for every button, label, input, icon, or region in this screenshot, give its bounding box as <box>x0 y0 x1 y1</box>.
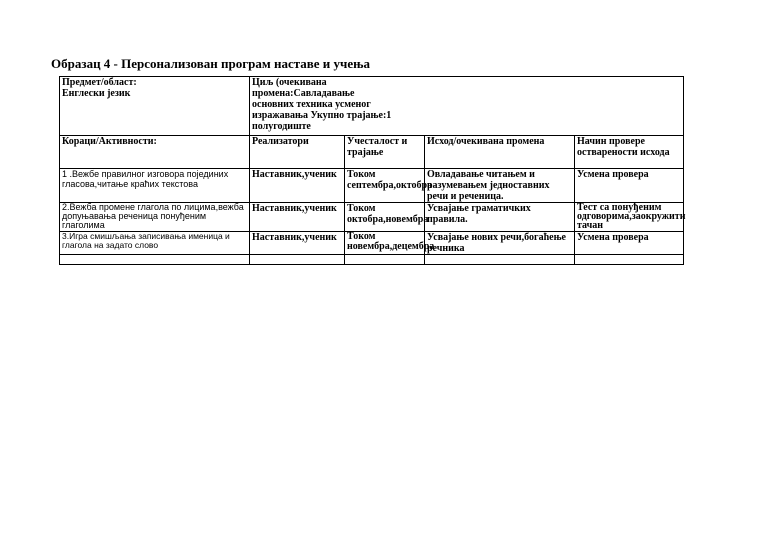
header-outcome: Исход/очекивана промена <box>425 136 575 169</box>
frequency-cell: Током септембра,октобра <box>345 169 425 203</box>
subject-cell <box>60 77 250 136</box>
activity-cell: 1 .Вежбе правилног изговора појединих гласова,читање краћих текстова <box>60 169 250 203</box>
goal-line: полугодиште <box>252 121 311 132</box>
empty-cell <box>575 255 684 265</box>
empty-cell <box>425 255 575 265</box>
verification-cell: Усмена провера <box>575 232 684 255</box>
implementers-cell: Наставник,ученик <box>250 203 345 232</box>
outcome-cell: Усвајање нових речи,богаћење речника <box>425 232 575 255</box>
empty-cell <box>250 255 345 265</box>
header-verification: Начин провере остварености исхода <box>575 136 684 169</box>
implementers-cell: Наставник,ученик <box>250 232 345 255</box>
goal-line: Циљ (очекивана <box>252 77 327 88</box>
table-row <box>60 203 684 232</box>
subject-label: Предмет/област: <box>62 77 137 88</box>
goal-line: промена:Савладавање <box>252 88 355 99</box>
table-header-row <box>60 136 684 169</box>
goal-line: основних техника усменог <box>252 99 371 110</box>
empty-cell <box>60 255 250 265</box>
table-row <box>60 232 684 255</box>
goal-cell <box>250 77 684 136</box>
verification-cell: Усмена провера <box>575 169 684 203</box>
outcome-cell: Овладавање читањем и разумевањем једноставних речи и реченица. <box>425 169 575 203</box>
personalized-program-table <box>59 76 684 265</box>
frequency-cell: Током новембра,децембра <box>345 232 425 255</box>
document-title: Образац 4 - Персонализован програм наставе и учења <box>51 56 370 71</box>
outcome-cell: Усвајање граматичких правила. <box>425 203 575 232</box>
implementers-cell: Наставник,ученик <box>250 169 345 203</box>
goal-line: изражавања Укупно трајање:1 <box>252 110 392 121</box>
subject-value: Енглески језик <box>62 88 131 99</box>
header-frequency: Учесталост и трајање <box>345 136 425 169</box>
header-steps: Кораци/Активности: <box>60 136 250 169</box>
frequency-cell: Током октобра,новембра <box>345 203 425 232</box>
activity-cell: 2.Вежба промене глагола по лицима,вежба допуњавања реченица понуђеним глаголима <box>60 203 250 232</box>
empty-cell <box>345 255 425 265</box>
activity-cell: 3.Игра смишљања записивања именица и глагола на задато слово <box>60 232 250 255</box>
verification-cell: Тест са понуђеним одговорима,заокружити тачан <box>575 203 684 232</box>
header-implementers: Реализатори <box>250 136 345 169</box>
table-row-subject-goal <box>60 77 684 136</box>
table-row-empty <box>60 255 684 265</box>
table-row <box>60 169 684 203</box>
